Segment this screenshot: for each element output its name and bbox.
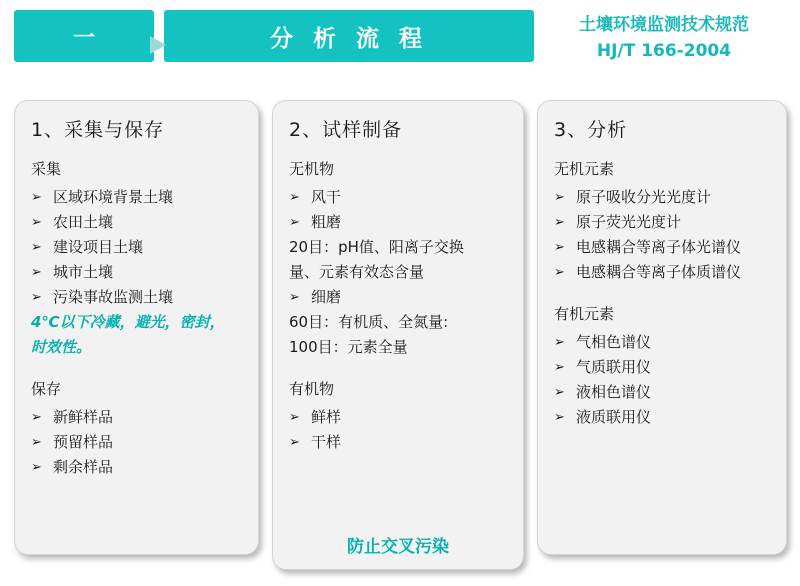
inorganic-step-list-2 [289, 285, 507, 310]
list-item: ➢ 新鲜样品 [31, 405, 242, 430]
list-item: ➢ 预留样品 [31, 430, 242, 455]
section-heading-inorganic-elements: 无机元素 [554, 160, 615, 178]
list-item: ➢ 电感耦合等离子体光谱仪 [554, 235, 770, 260]
list-item: ➢ 风干 [289, 185, 507, 210]
list-item: ➢ 粗磨 [289, 210, 507, 235]
panel-analysis [537, 100, 787, 555]
list-item: ➢ 干样 [289, 430, 507, 455]
mesh-60-line: 60目：有机质、全氮量: [289, 313, 449, 331]
section-heading-collection: 采集 [31, 160, 62, 178]
list-item: ➢ 细磨 [289, 285, 507, 310]
organic-instrument-list [554, 330, 770, 430]
list-item: ➢ 鲜样 [289, 405, 507, 430]
slide-header [14, 10, 534, 62]
panel-title: 2、试样制备 [289, 119, 403, 141]
inorganic-instrument-list [554, 185, 770, 285]
list-item: ➢ 建设项目土壤 [31, 235, 242, 260]
list-item: ➢ 城市土壤 [31, 260, 242, 285]
list-item: ➢ 液相色谱仪 [554, 380, 770, 405]
list-item: ➢ 区域环境背景土壤 [31, 185, 242, 210]
mesh-20-line1: 20目：pH值、阳离子交换 [289, 238, 464, 256]
list-item: ➢ 原子吸收分光光度计 [554, 185, 770, 210]
list-item: ➢ 电感耦合等离子体质谱仪 [554, 260, 770, 285]
collection-note-line1: 4℃以下冷藏，避光，密封， [31, 313, 225, 331]
mesh-100-line: 100目：元素全量 [289, 338, 408, 356]
standard-reference-name: 土壤环境监测技术规范 [579, 15, 749, 35]
list-item: ➢ 农田土壤 [31, 210, 242, 235]
list-item: ➢ 气相色谱仪 [554, 330, 770, 355]
panel-title: 1、采集与保存 [31, 119, 165, 141]
organic-sample-list [289, 405, 507, 455]
section-heading-preservation: 保存 [31, 380, 62, 398]
panel-title: 3、分析 [554, 119, 628, 141]
section-heading-organic-elements: 有机元素 [554, 305, 615, 323]
inorganic-step-list-1 [289, 185, 507, 235]
collection-list [31, 185, 242, 310]
list-item: ➢ 剩余样品 [31, 455, 242, 480]
collection-note-line2: 时效性。 [31, 338, 92, 356]
list-item: ➢ 原子荧光光度计 [554, 210, 770, 235]
mesh-20-line2: 量、元素有效态含量 [289, 263, 425, 281]
preservation-list [31, 405, 242, 480]
header-chapter-marker: 一 [14, 10, 154, 62]
list-item: ➢ 污染事故监测土壤 [31, 285, 242, 310]
section-heading-inorganic: 无机物 [289, 160, 335, 178]
panel-sample-preparation [272, 100, 524, 570]
section-heading-organic: 有机物 [289, 380, 335, 398]
standard-reference [540, 12, 788, 64]
page-title: 分 析 流 程 [164, 10, 534, 62]
header-arrow-icon [150, 36, 166, 54]
panel-collection-preservation [14, 100, 259, 555]
list-item: ➢ 气质联用仪 [554, 355, 770, 380]
standard-reference-code: HJ/T 166-2004 [596, 41, 732, 61]
cross-contamination-note: 防止交叉污染 [347, 537, 449, 557]
list-item: ➢ 液质联用仪 [554, 405, 770, 430]
